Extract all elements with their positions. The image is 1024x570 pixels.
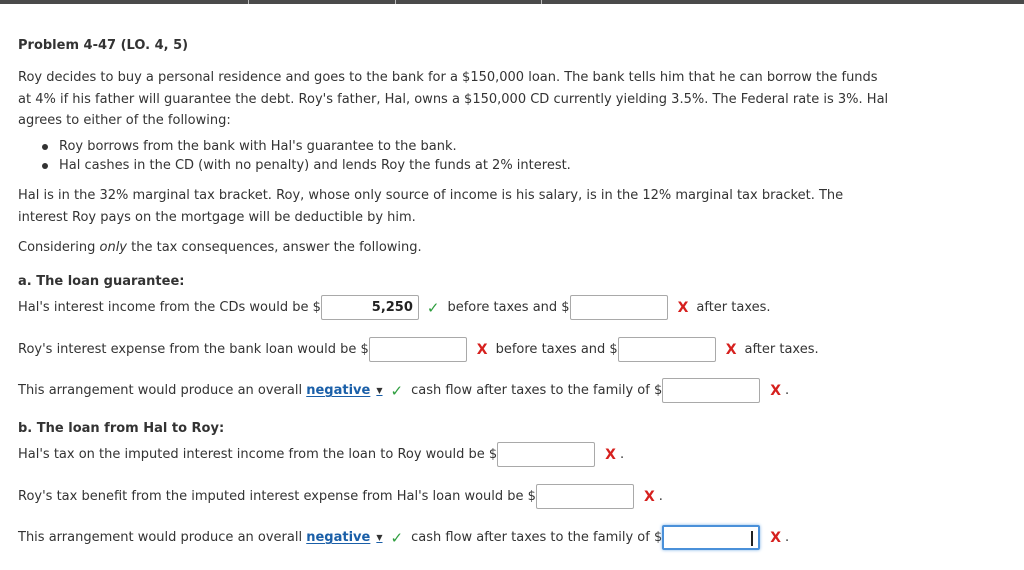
wrong-x-icon: X <box>770 529 782 546</box>
wrong-x-icon: X <box>476 341 488 358</box>
cash-flow-direction-select[interactable]: negative ▼ <box>306 530 383 545</box>
part-a-question-2: Roy's interest expense from the bank loan would be $ X before taxes and $ X after taxes. <box>18 337 819 362</box>
tab-divider <box>541 0 542 4</box>
roy-expense-after-tax-input[interactable] <box>618 337 716 362</box>
problem-title: Problem 4-47 (LO. 4, 5) <box>18 38 189 53</box>
tab-divider <box>395 0 396 4</box>
part-b-question-2: Roy's tax benefit from the imputed interest expense from Hal's loan would be $ X . <box>18 484 663 509</box>
roy-expense-before-tax-input[interactable] <box>369 337 467 362</box>
cash-flow-direction-select[interactable]: negative ▼ <box>306 383 383 398</box>
tax-info: Hal is in the 32% marginal tax bracket. Roy, whose only source of income is his salary, is in the 12% marginal tax bracket. The interest Roy pays on the mortgage will be deductible by him. <box>18 188 844 225</box>
text-cursor <box>751 531 753 546</box>
family-cash-flow-input-active[interactable] <box>662 525 760 550</box>
wrong-x-icon: X <box>770 382 782 399</box>
part-b-heading: b. The loan from Hal to Roy: <box>18 421 225 436</box>
part-b-question-3: This arrangement would produce an overall negative ▼ ✓ cash flow after taxes to the family of $ X . <box>18 525 789 550</box>
options-list <box>18 137 571 175</box>
roy-tax-benefit-input[interactable] <box>536 484 634 509</box>
hal-imputed-tax-input[interactable] <box>497 442 595 467</box>
bullet-icon <box>42 163 48 169</box>
list-item: Hal cashes in the CD (with no penalty) and lends Roy the funds at 2% interest. <box>18 156 571 175</box>
wrong-x-icon: X <box>643 488 655 505</box>
bullet-icon <box>42 144 48 150</box>
hal-interest-before-tax-input[interactable]: 5,250 <box>321 295 419 320</box>
chevron-down-icon: ▼ <box>376 386 383 395</box>
problem-intro: Roy decides to buy a personal residence and goes to the bank for a $150,000 loan. The bank tells him that he can borrow the funds at 4% if his father will guarantee the debt. Roy's father, Hal, owns a $150,000 CD currently yielding 3.5%. The Federal rate is 3%. Hal agrees to either of the following: <box>18 70 889 128</box>
hal-interest-after-tax-input[interactable] <box>570 295 668 320</box>
wrong-x-icon: X <box>677 299 689 316</box>
family-cash-flow-input[interactable] <box>662 378 760 403</box>
part-a-heading: a. The loan guarantee: <box>18 274 185 289</box>
part-a-question-3: This arrangement would produce an overall negative ▼ ✓ cash flow after taxes to the family of $ X . <box>18 378 789 403</box>
wrong-x-icon: X <box>605 446 616 463</box>
part-a-question-1: Hal's interest income from the CDs would be $ 5,250 ✓ before taxes and $ X after taxes. <box>18 295 771 320</box>
correct-check-icon: ✓ <box>426 298 440 317</box>
top-bar <box>0 0 1024 4</box>
correct-check-icon: ✓ <box>390 528 404 547</box>
tab-divider <box>248 0 249 4</box>
correct-check-icon: ✓ <box>390 381 404 400</box>
consider-instruction: Considering only the tax consequences, answer the following. <box>18 240 422 255</box>
wrong-x-icon: X <box>725 341 737 358</box>
list-item: Roy borrows from the bank with Hal's guarantee to the bank. <box>18 137 571 156</box>
part-b-question-1: Hal's tax on the imputed interest income from the loan to Roy would be $ X . <box>18 442 624 467</box>
chevron-down-icon: ▼ <box>376 533 383 542</box>
